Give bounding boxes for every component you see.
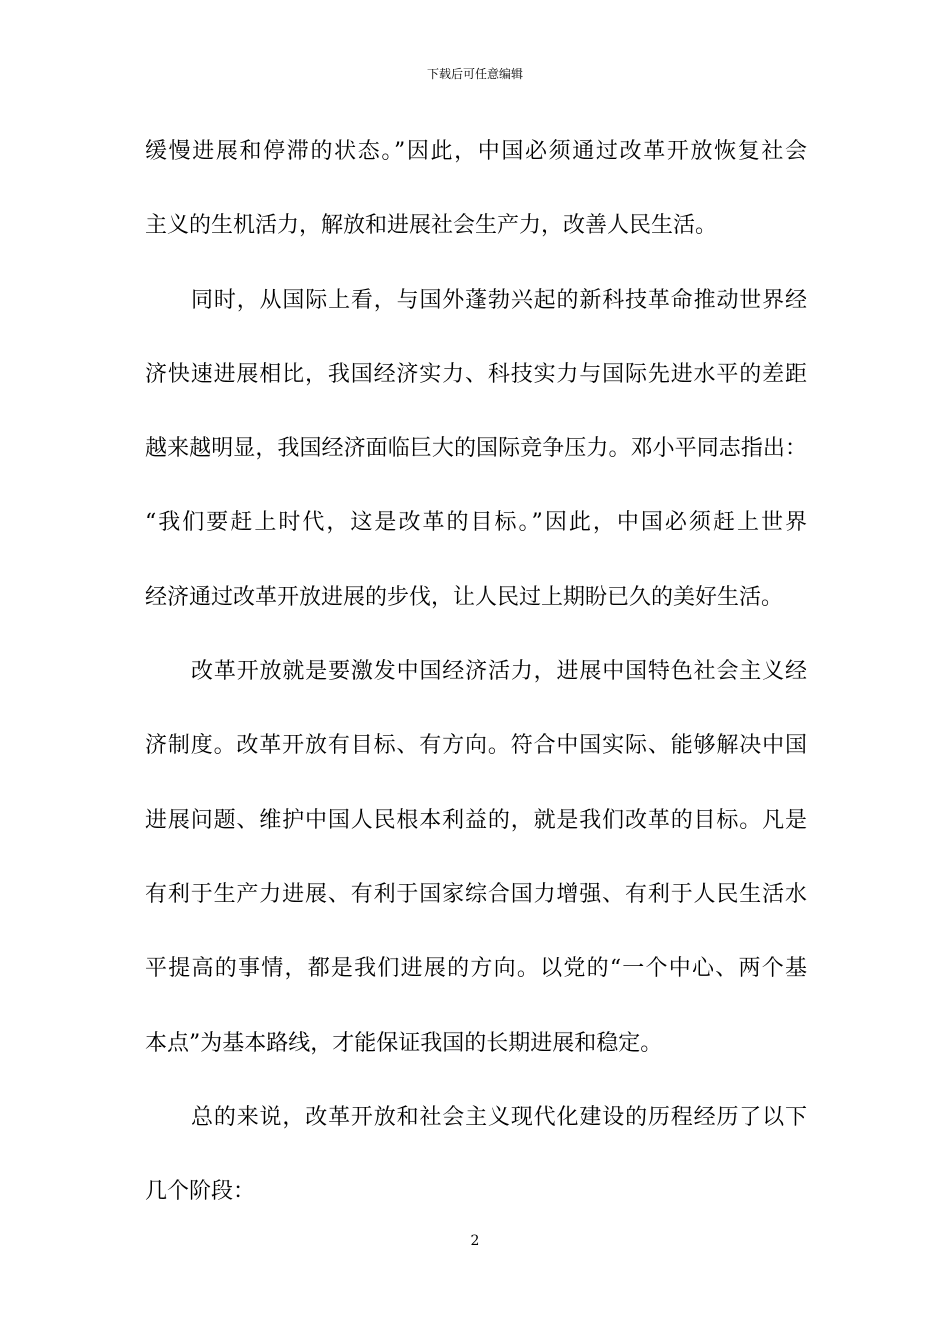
text-line: 本点”为基本路线，才能保证我国的长期进展和稳定。 (145, 1030, 663, 1056)
text-line: 平提高的事情，都是我们进展的方向。以党的“一个中心、两个基 (145, 956, 807, 982)
text-line: 缓慢进展和停滞的状态。”因此，中国必须通过改革开放恢复社会 (145, 139, 807, 164)
text-line: 主义的生机活力，解放和进展社会生产力，改善人民生活。 (145, 213, 718, 239)
text-line: 越来越明显，我国经济面临巨大的国际竞争压力。邓小平同志指出： (145, 436, 807, 462)
text-line: 经济通过改革开放进展的步伐，让人民过上期盼已久的美好生活。 (145, 584, 784, 610)
text-line: 有利于生产力进展、有利于国家综合国力增强、有利于人民生活水 (145, 881, 807, 907)
text-line: 几个阶段： (145, 1179, 256, 1205)
text-line: 济制度。改革开放有目标、有方向。符合中国实际、能够解决中国 (145, 733, 807, 759)
text-line: 济快速进展相比，我国经济实力、科技实力与国际先进水平的差距 (145, 361, 807, 387)
page-number: 2 (470, 1233, 480, 1249)
text-line: “我们要赶上时代，这是改革的目标。”因此，中国必须赶上世界 (145, 510, 807, 536)
text-line: 改革开放就是要激发中国经济活力，进展中国特色社会主义经 (191, 659, 807, 685)
page-header: 下载后可任意编辑 (426, 67, 523, 81)
text-line: 总的来说，改革开放和社会主义现代化建设的历程经历了以下 (191, 1104, 807, 1130)
text-line: 同时，从国际上看，与国外蓬勃兴起的新科技革命推动世界经 (191, 287, 807, 313)
text-line: 进展问题、维护中国人民根本利益的，就是我们改革的目标。凡是 (145, 807, 807, 833)
body-text (145, 124, 807, 1238)
